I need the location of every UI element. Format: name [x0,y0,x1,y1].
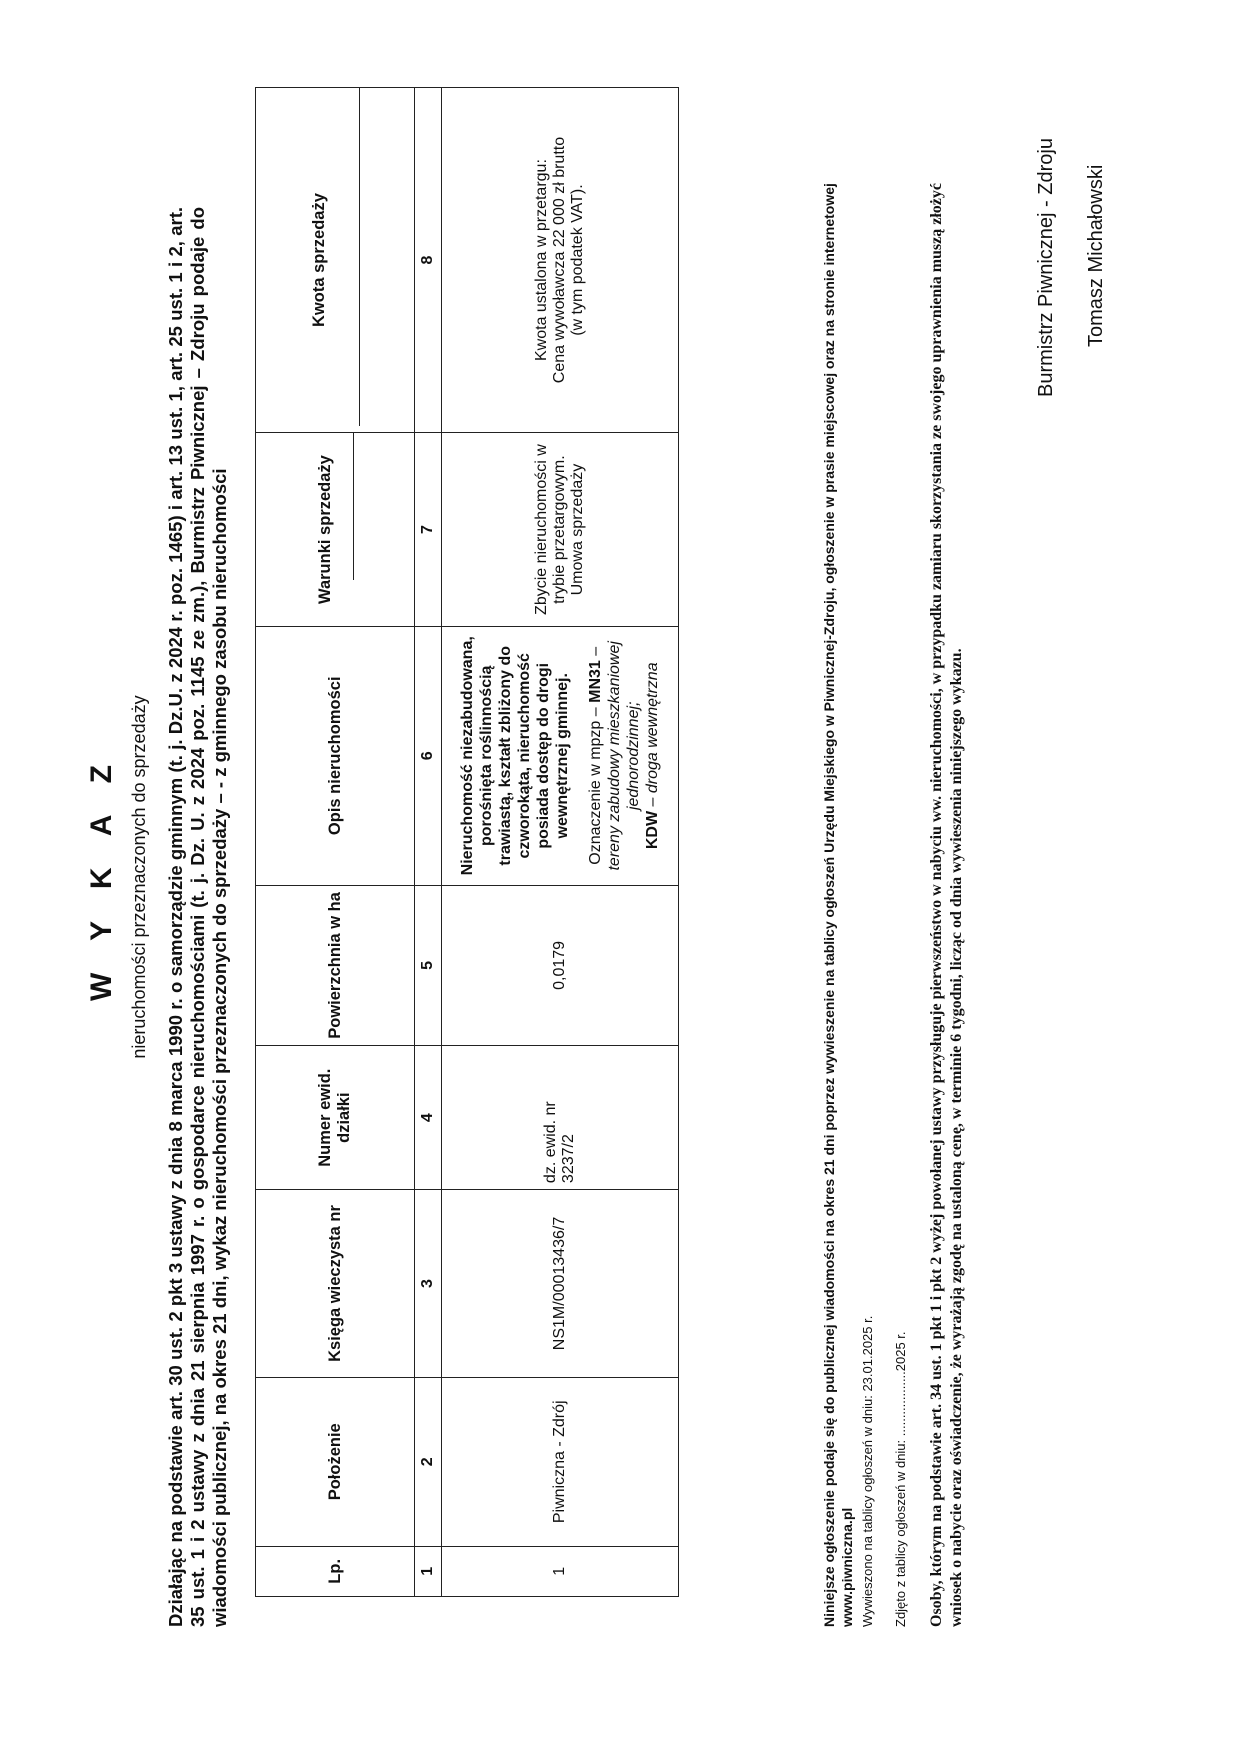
opis-mpzp [586,633,662,879]
cell-polozenie: Piwniczna - Zdrój [442,1377,679,1546]
header-polozenie: Położenie [256,1377,415,1546]
header-kwota-cell [256,88,415,433]
table-header-row [256,88,415,1597]
cell-warunki: Zbycie nieruchomości w trybie przetargowym. Umowa sprzedaży [442,433,679,627]
kwota-line: (w tym podatek VAT). [569,184,586,336]
property-table [255,87,679,1597]
column-number: 5 [415,885,442,1046]
header-divider [353,433,354,580]
column-number: 6 [415,627,442,886]
header-kwota: Kwota sprzedaży [310,193,328,327]
column-number: 2 [415,1377,442,1546]
column-number: 8 [415,88,442,433]
column-number-row [415,88,442,1597]
header-divider [359,88,360,426]
cell-lp: 1 [442,1546,679,1596]
kdw-code: KDW [644,810,661,850]
posted-date: Wywieszono na tablicy ogłoszeń w dniu: 23.01.2025 r. [860,1315,875,1627]
mpzp-dash: – [587,646,604,661]
opis-main: Nieruchomość niezabudowana, porośnięta roślinnością trawiastą, kształt zbliżony do czworokąta, nieruchomość posiada dostęp do drogi wewnętrznej gminnej. [459,636,571,876]
kwota-line: Cena wywoławcza 22 000 zł brutto [551,136,568,384]
intro-paragraph: Działając na podstawie art. 30 ust. 2 pkt 3 ustawy z dnia 8 marca 1990 r. o samorządzie gminnym (t. j. Dz.U. z 2024 r. poz. 1465) i art. 13 ust. 1, art. 25 ust. 1 i 2, art. 35 ust. 1 i 2 ustawy z dnia 21 sierpnia 1997 r. o gospodarce nieruchomościami (t. j. Dz. U. z 2024 poz. 1145 ze zm.), Burmistrz Piwnicznej – Zdroju podaje do wiadomości publicznej, na okres 21 dni, wykaz nieruchomości przeznaczonych do sprzedaży – - z gminnego zasobu nieruchomości [165,207,230,1627]
cell-numer: dz. ewid. nr 3237/2 [442,1046,679,1190]
column-number: 4 [415,1046,442,1190]
rotated-document [85,87,1107,1667]
header-lp: Lp. [256,1546,415,1596]
header-powierzchnia: Powierzchnia w ha [256,885,415,1046]
signature-role: Burmistrz Piwnicznej - Zdroju [1035,138,1057,397]
column-number: 7 [415,433,442,627]
publication-note: Niniejsze ogłoszenie podaje się do publicznej wiadomości na okres 21 dni poprzez wywieszenie na tablicy ogłoszeń Urzędu Miejskiego w Piwnicznej-Zdroju, ogłoszenie w prasie miejscowej oraz na stronie internetowej www.piwniczna.pl [821,183,855,1627]
cell-ksiega: NS1M/00013436/7 [442,1190,679,1378]
column-number: 1 [415,1546,442,1596]
document-title: W Y K A Z [85,753,118,1002]
header-opis: Opis nieruchomości [256,627,415,886]
document-subtitle: nieruchomości przeznaczonych do sprzedaży [129,695,149,1059]
header-numer: Numer ewid. działki [256,1046,415,1190]
priority-notice: Osoby, którym na podstawie art. 34 ust. 1 pkt 1 i pkt 2 wyżej powołanej ustawy przysługuje pierwszeństwo w nabyciu ww. nieruchomości, w przypadku zamiaru skorzystania ze swojego uprawnienia muszą złożyć wniosek o nabycie oraz oświadczenie, że wyrażają zgodę na ustaloną cenę, w terminie 6 tygodni, licząc od dnia wywieszenia niniejszego wykazu. [928,182,965,1627]
removed-date: Zdjęto z tablicy ogłoszeń w dniu: ..................2025 r. [893,1331,908,1627]
kdw-desc: – droga wewnętrzna [644,662,661,811]
cell-powierzchnia: 0,0179 [442,885,679,1046]
cell-kwota [442,88,679,433]
signature-name: Tomasz Michałowski [1085,164,1107,347]
header-ksiega: Księga wieczysta nr [256,1190,415,1378]
header-warunki-cell [256,433,415,627]
table-row [442,88,679,1597]
mpzp-desc: tereny zabudowy mieszkaniowej jednorodzinnej; [606,641,642,871]
cell-opis [442,627,679,886]
mpzp-prefix: Oznaczenie w mpzp – [587,702,604,865]
kwota-line: Kwota ustalona w przetargu: [533,159,550,361]
mpzp-code: MN31 [587,660,604,703]
column-number: 3 [415,1190,442,1378]
header-warunki: Warunki sprzedaży [316,455,334,604]
